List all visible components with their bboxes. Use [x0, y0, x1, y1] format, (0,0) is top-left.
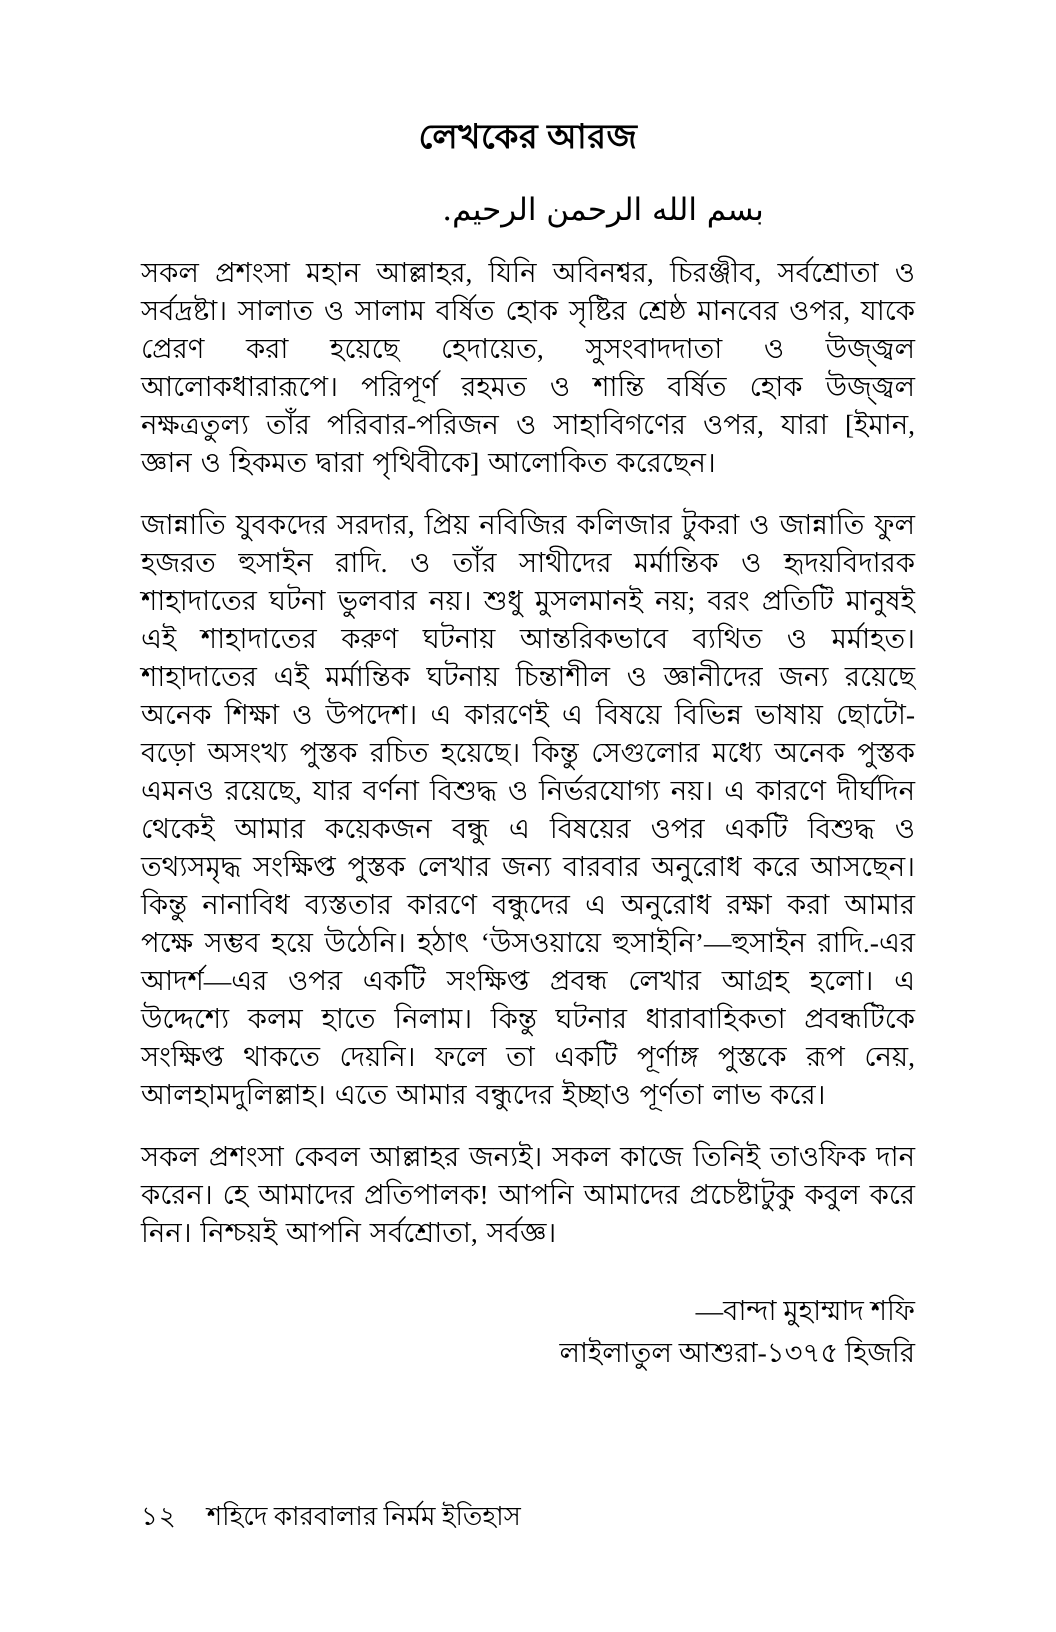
bismillah-text: بسم الله الرحمن الرحيم.: [442, 192, 764, 228]
body-paragraph: জান্নাতি যুবকদের সরদার, প্রিয় নবিজির কলিজার টুকরা ও জান্নাতি ফুল হজরত হুসাইন রাদি. ও তাঁর সাথীদের মর্মান্তিক ও হৃদয়বিদারক শাহাদাতের ঘটনা ভুলবার নয়। শুধু মুসলমানই নয়; বরং প্রতিটি মানুষই এই শাহাদাতের করুণ ঘটনায় আন্তরিকভাবে ব্যথিত ও মর্মাহত। শাহাদাতের এই মর্মান্তিক ঘটনায় চিন্তাশীল ও জ্ঞানীদের জন্য রয়েছে অনেক শিক্ষা ও উপদেশ। এ কারণেই এ বিষয়ে বিভিন্ন ভাষায় ছোটো-বড়ো অসংখ্য পুস্তক রচিত হয়েছে। কিন্তু সেগুলোর মধ্যে অনেক পুস্তক এমনও রয়েছে, যার বর্ণনা বিশুদ্ধ ও নির্ভরযোগ্য নয়। এ কারণে দীর্ঘদিন থেকেই আমার কয়েকজন বন্ধু এ বিষয়ের ওপর একটি বিশুদ্ধ ও তথ্যসমৃদ্ধ সংক্ষিপ্ত পুস্তক লেখার জন্য বারবার অনুরোধ করে আসছেন। কিন্তু নানাবিধ ব্যস্ততার কারণে বন্ধুদের এ অনুরোধ রক্ষা করা আমার পক্ষে সম্ভব হয়ে উঠেনি। হঠাৎ ‘উসওয়ায়ে হুসাইনি’—হুসাইন রাদি.-এর আদর্শ—এর ওপর একটি সংক্ষিপ্ত প্রবন্ধ লেখার আগ্রহ হলো। এ উদ্দেশ্যে কলম হাতে নিলাম। কিন্তু ঘটনার ধারাবাহিকতা প্রবন্ধটিকে সংক্ষিপ্ত থাকতে দেয়নি। ফলে তা একটি পূর্ণাঙ্গ পুস্তকে রূপ নেয়, আলহামদুলিল্লাহ। এতে আমার বন্ধুদের ইচ্ছাও পূর্ণতা লাভ করে।: [141, 509, 915, 1110]
footer-book-title: শহিদে কারবালার নির্মম ইতিহাস: [206, 1502, 521, 1531]
body-paragraph: সকল প্রশংসা মহান আল্লাহর, যিনি অবিনশ্বর, চিরঞ্জীব, সর্বশ্রোতা ও সর্বদ্রষ্টা। সালাত ও সালাম বর্ষিত হোক সৃষ্টির শ্রেষ্ঠ মানবের ওপর, যাকে প্রেরণ করা হয়েছে হেদায়েত, সুসংবাদদাতা ও উজ্জ্বল আলোকধারারূপে। পরিপূর্ণ রহমত ও শান্তি বর্ষিত হোক উজ্জ্বল নক্ষত্রতুল্য তাঁর পরিবার-পরিজন ও সাহাবিগণের ওপর, যারা [ইমান, জ্ঞান ও হিকমত দ্বারা পৃথিবীকে] আলোকিত করেছেন।: [141, 257, 915, 478]
page-title: লেখকের আরজ: [418, 119, 638, 156]
signature-block: [141, 1290, 915, 1374]
signature-name: —বান্দা মুহাম্মাদ শফি: [695, 1295, 915, 1326]
body-paragraph: সকল প্রশংসা কেবল আল্লাহর জন্যই। সকল কাজে তিনিই তাওফিক দান করেন। হে আমাদের প্রতিপালক! আপনি আমাদের প্রচেষ্টাটুকু কবুল করে নিন। নিশ্চয়ই আপনি সর্বশ্রোতা, সর্বজ্ঞ।: [141, 1141, 915, 1248]
signature-date: লাইলাতুল আশুরা-১৩৭৫ হিজরি: [559, 1337, 915, 1368]
page-footer: [141, 1496, 521, 1540]
footer-page-number: ১২: [141, 1502, 177, 1531]
